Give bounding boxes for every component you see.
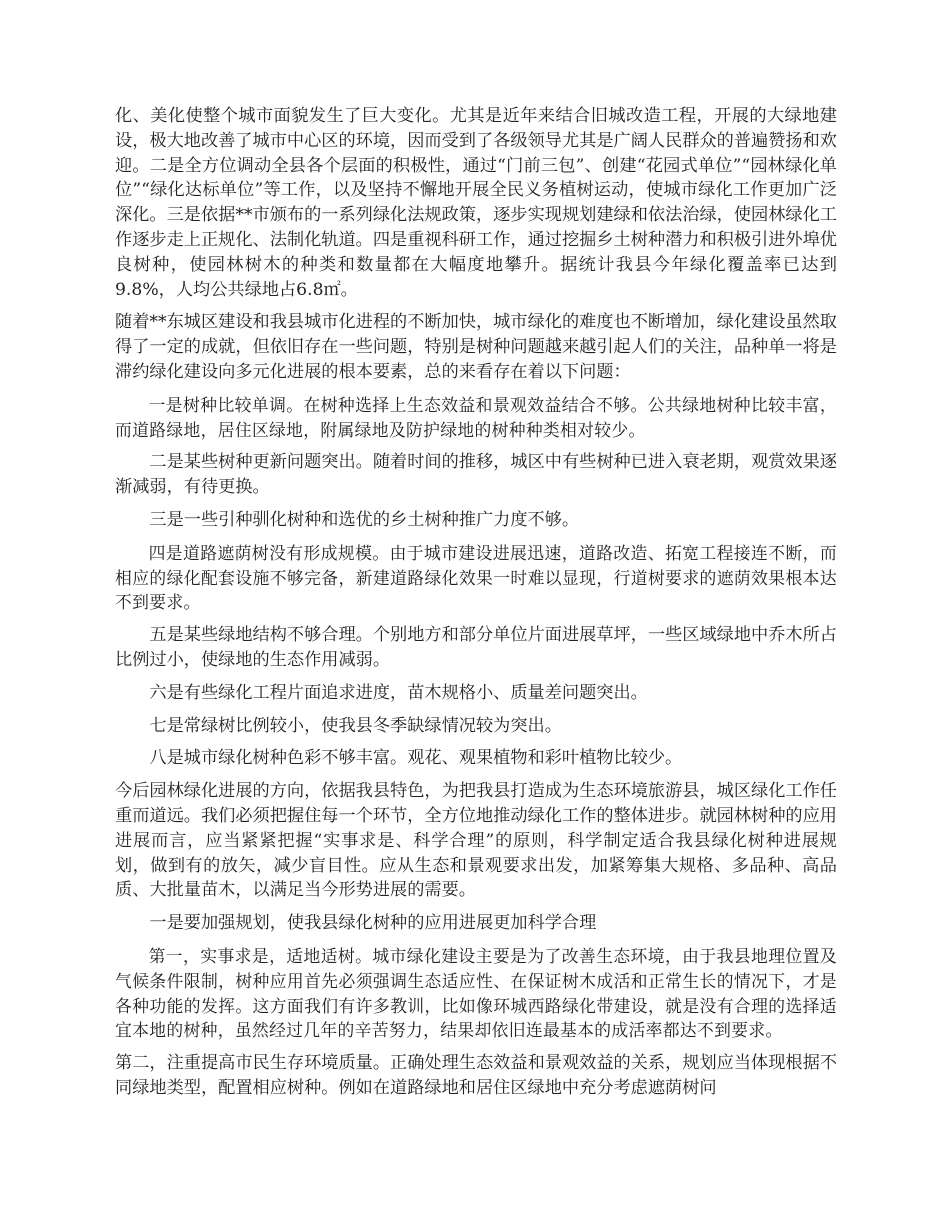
paragraph-problem-6: 六是有些绿化工程片面追求进度，苗木规格小、质量差问题突出。 bbox=[149, 682, 648, 703]
document-body bbox=[115, 104, 837, 1109]
paragraph-problem-2: 二是某些树种更新问题突出。随着时间的推移，城区中有些树种已进入衰老期，观赏效果逐渐减弱，有待更换。 bbox=[115, 452, 837, 498]
paragraph-point-first: 第一，实事求是，适地适树。城市绿化建设主要是为了改善生态环境，由于我县地理位置及气候条件限制，树种应用首先必须强调生态适应性、在保证树木成活和正常生长的情况下，才是各种功能的发挥。这方面我们有许多教训，比如像环城西路绿化带建设，就是没有合理的选择适宜本地的树种，虽然经过几年的辛苦努力，结果却依旧连最基本的成活率都达不到要求。 bbox=[115, 945, 837, 1041]
paragraph-problem-4: 四是道路遮荫树没有形成规模。由于城市建设进展迅速，道路改造、拓宽工程接连不断，而相应的绿化配套设施不够完备，新建道路绿化效果一时难以显现，行道树要求的遮荫效果根本达不到要求。 bbox=[115, 542, 837, 613]
paragraph-problem-3: 三是一些引种驯化树种和选优的乡土树种推广力度不够。 bbox=[149, 509, 580, 530]
paragraph-greening-achievements: 化、美化使整个城市面貌发生了巨大变化。尤其是近年来结合旧城改造工程，开展的大绿地建设，极大地改善了城市中心区的环境，因而受到了各级领导尤其是广阔人民群众的普遍赞扬和欢迎。二是全方位调动全县各个层面的积极性，通过“门前三包”、创建“花园式单位”“园林绿化单位”“绿化达标单位”等工作，以及坚持不懈地开展全民义务植树运动，使城市绿化工作更加广泛深化。三是依据**市颁布的一系列绿化法规政策，逐步实现规划建绿和依法治绿，使园林绿化工作逐步走上正规化、法制化轨道。四是重视科研工作，通过挖掘乡土树种潜力和积极引进外埠优良树种，使园林树木的种类和数量都在大幅度地攀升。据统计我县今年绿化覆盖率已达到9.8%，人均公共绿地占6.8㎡。 bbox=[115, 106, 837, 300]
paragraph-problem-7: 七是常绿树比例较小，使我县冬季缺绿情况较为突出。 bbox=[149, 715, 562, 736]
paragraph-point-second: 第二，注重提高市民生存环境质量。正确处理生态效益和景观效益的关系，规划应当体现根据不同绿地类型，配置相应树种。例如在道路绿地和居住区绿地中充分考虑遮荫树问 bbox=[115, 1053, 837, 1098]
paragraph-problems-intro: 随着**东城区建设和我县城市化进程的不断加快，城市绿化的难度也不断增加，绿化建设虽然取得了一定的成就，但依旧存在一些问题，特别是树种问题越来越引起人们的关注，品种单一将是滞约绿化建设向多元化进展的根本要素，总的来看存在着以下问题： bbox=[115, 312, 837, 382]
paragraph-section-heading-planning: 一是要加强规划，使我县绿化树种的应用进展更加科学合理 bbox=[149, 913, 597, 934]
paragraph-problem-8: 八是城市绿化树种色彩不够丰富。观花、观果植物和彩叶植物比较少。 bbox=[149, 748, 683, 769]
paragraph-problem-5: 五是某些绿地结构不够合理。个别地方和部分单位片面进展草坪，一些区域绿地中乔木所占比例过小，使绿地的生态作用减弱。 bbox=[115, 625, 837, 670]
paragraph-problem-1: 一是树种比较单调。在树种选择上生态效益和景观效益结合不够。公共绿地树种比较丰富，而道路绿地，居住区绿地，附属绿地及防护绿地的树种种类相对较少。 bbox=[115, 394, 837, 440]
paragraph-future-direction: 今后园林绿化进展的方向，依据我县特色，为把我县打造成为生态环境旅游县，城区绿化工作任重而道远。我们必须把握住每一个环节，全方位地推动绿化工作的整体进步。就园林树种的应用进展而言，应当紧紧把握“实事求是、科学合理”的原则，科学制定适合我县绿化树种进展规划，做到有的放矢，减少盲目性。应从生态和景观要求出发，加紧筹集大规格、多品种、高品质、大批量苗木，以满足当今形势进展的需要。 bbox=[115, 781, 837, 901]
